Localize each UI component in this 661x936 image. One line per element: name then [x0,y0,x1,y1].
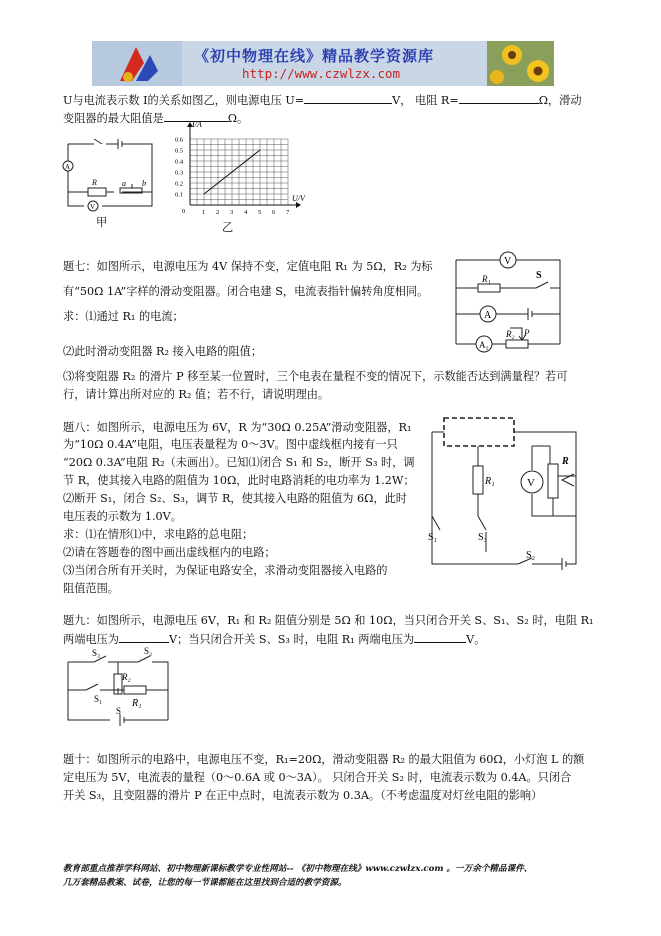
x-tick-label: 7 [286,209,290,216]
ammeter-a1-label: A₁ [479,340,489,350]
q8-circuit-figure [422,412,590,582]
voltmeter-label: V [90,203,96,211]
footer-line1: 教育部重点推荐学科网站、初中物理新课标教学专业性网站-- 《初中物理在线》www.czwlzx.com 。一万余个精品课件、 [63,864,533,874]
resistor-r1-label: R₁ [485,476,495,487]
terminal-b-label: b [142,179,146,188]
y-tick-label: 0.4 [175,158,184,166]
resistor-r2-label: R₂ [122,672,131,682]
q8-line2: 为“10Ω 0.4A”电阻，电压表量程为 0～3V。图中虚线框内接有一只 [63,438,398,451]
x-tick-label: 2 [216,209,220,216]
resistor-r1-label: R₁ [482,274,491,284]
q6-text-d: 变阻器的最大阻值是 [63,112,164,125]
rheostat-label: R [562,456,569,467]
switch-s2-label: S₂ [526,550,536,561]
banner-url: http://www.czwlzx.com [242,66,401,81]
q7-line6: 行，请计算出所对应的 R₂ 值；若不行，请说明理由。 [63,388,330,401]
q6-circuit-figure [58,130,160,215]
q8-line6: 电压表的示数为 1.0V。 [63,510,182,523]
q8-line7: 求：⑴在情形⑴中，求电路的总电阻； [63,528,254,541]
header-banner [92,41,554,86]
answer-blank [119,631,169,643]
resistor-label: R [92,178,97,187]
q8-line5: ⑵断开 S₁，闭合 S₂、S₃，调节 R，使其接入电路的阻值为 6Ω，此时 [63,492,407,505]
y-tick-label: 0.3 [175,169,184,177]
switch-s1-label: S₁ [428,532,438,543]
footer-line2: 几万套精品教案、试卷，让您的每一节课都能在这里找到合适的教学资源。 [63,878,347,888]
q6-line1 [63,92,582,108]
q9-text-b: V；当只闭合开关 S、S₃ 时，电阻 R₁ 两端电压为 [168,633,415,646]
terminal-a-label: a [122,179,126,188]
q8-line4: 节 R，使其接入电路的阻值为 10Ω，此时电路消耗的电功率为 1.2W； [63,474,415,487]
q6-text-c: Ω，滑动 [538,94,582,107]
switch-s3-label: S₃ [478,532,488,543]
switch-s3-label: S₃ [92,648,101,658]
y-tick-label: 0.2 [175,180,184,188]
y-tick-label: 0.5 [175,147,184,155]
switch-s-label: S [536,270,542,281]
ammeter-label: A [484,310,492,321]
answer-blank [459,92,539,104]
q6-text-b: V， 电阻 R= [392,94,459,107]
q10-line2: 定电压为 5V，电流表的量程（0～0.6A 或 0～3A）。 只闭合开关 S₂ 时，电流表示数为 0.4A。只闭合 [63,771,572,784]
answer-blank [414,631,466,643]
y-tick-label: 0.1 [175,191,184,199]
ammeter-label: A [65,163,71,171]
answer-blank [304,92,392,104]
q6-text-e: Ω。 [227,112,249,125]
q9-circuit-figure [60,644,178,728]
origin-label: 0 [182,208,186,215]
q9-text-c: V。 [466,633,486,646]
q10-line3: 开关 S₃，且变阻器的滑片 P 在正中点时，电流表示数为 0.3A。（不考虑温度对灯丝电阻的影响） [63,789,543,802]
fig-b-caption: 乙 [222,221,234,234]
q7-line4: ⑵此时滑动变阻器 R₂ 接入电路的阻值； [63,345,263,358]
q6-line2 [63,110,248,126]
q6-iu-graph [160,120,310,225]
x-tick-label: 1 [202,209,206,216]
q8-line3: “20Ω 0.3A”电阻 R₂（未画出）。已知⑴闭合 S₁ 和 S₂，断开 S₃ 时，调 [63,456,415,469]
x-tick-label: 3 [230,209,234,216]
voltmeter-label: V [527,477,535,489]
switch-s-label: S [116,706,122,716]
q7-line5: ⑶将变阻器 R₂ 的滑片 P 移至某一位置时，三个电表在量程不变的情况下，示数能否达到满量程？若可 [63,370,568,383]
q8-line10: 阻值范围。 [63,582,119,595]
resistor-r1-label: R₁ [132,698,142,709]
q7-line3: 求：⑴通过 R₁ 的电流； [63,310,184,323]
q7-line2: 有“50Ω 1A”字样的滑动变阻器。闭合电建 S，电流表指针偏转角度相同。 [63,285,429,298]
q9-text-a: 两端电压为 [63,633,119,646]
q7-line1: 题七：如图所示，电源电压为 4V 保持不变，定值电阻 R₁ 为 5Ω，R₂ 为标 [63,260,433,273]
banner-title: 《初中物理在线》精品教学资源库 [194,47,435,65]
q8-line1: 题八：如图所示，电源电压为 6V，R 为“30Ω 0.25A”滑动变阻器，R₁ [63,421,412,434]
x-axis-label: U/V [292,194,305,203]
q7-circuit-figure [448,248,576,356]
switch-s2-label: S₂ [144,646,153,656]
resistor-r2-label: R₂ [506,329,515,339]
q8-line8: ⑵请在答题卷的图中画出虚线框内的电路； [63,546,276,559]
x-tick-label: 6 [272,209,276,216]
q6-text-a: U与电流表示数 I的关系如图乙，则电源电压 U= [63,94,305,107]
fig-a-caption: 甲 [96,216,108,229]
q8-line9: ⑶当闭合所有开关时，为保证电路安全，求滑动变阻器接入电路的 [63,564,388,577]
switch-s1-label: S₁ [94,694,103,704]
voltmeter-label: V [504,256,512,267]
slider-p-label: P [524,328,530,338]
q10-line1: 题十：如图所示的电路中，电源电压不变，R₁=20Ω，滑动变阻器 R₂ 的最大阻值为 60Ω，小灯泡 L 的额 [63,753,585,766]
y-tick-label: 0.6 [175,136,184,144]
q9-line1: 题九：如图所示，电源电压 6V，R₁ 和 R₂ 阻值分别是 5Ω 和 10Ω，当只闭合开关 S、S₁、S₂ 时，电阻 R₁ [63,614,594,627]
y-axis-label: I/A [192,120,202,129]
x-tick-label: 5 [258,209,262,216]
x-tick-label: 4 [244,209,248,216]
